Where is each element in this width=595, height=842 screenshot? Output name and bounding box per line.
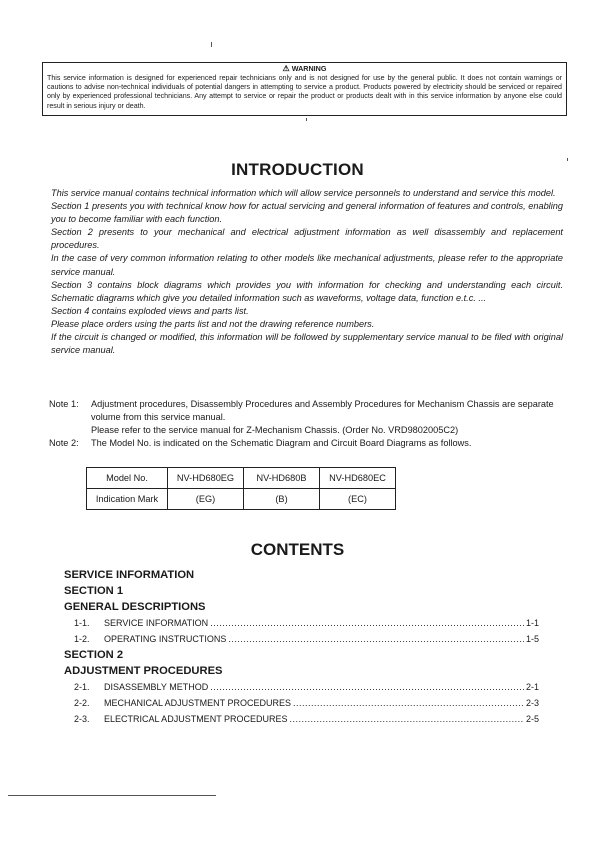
table-cell: (EC) xyxy=(320,489,396,510)
toc-entry-page: 2-1 xyxy=(525,682,539,692)
intro-paragraph: Section 1 presents you with technical know how for actual servicing and general information of features and controls, enabling you to become familiar with each function. xyxy=(51,201,563,225)
warning-box xyxy=(42,62,567,116)
warning-header xyxy=(47,65,562,74)
toc-leader-dots xyxy=(210,615,524,631)
note-1-reference: Please refer to the service manual for Z-Mechanism Chassis. (Order No. VRD9802005C2) xyxy=(91,425,459,436)
toc-entry-number: 2-1. xyxy=(74,682,90,692)
toc-section-2: SECTION 2 xyxy=(64,649,124,661)
warning-title: WARNING xyxy=(291,64,327,73)
toc-entry-number: 2-3. xyxy=(74,714,90,724)
note-2-label: Note 2: xyxy=(49,438,79,449)
intro-paragraph: Please place orders using the parts list and not the drawing reference numbers. xyxy=(51,318,375,329)
toc-entry-title: OPERATING INSTRUCTIONS xyxy=(104,634,227,644)
intro-paragraph: Section 2 presents to your mechanical and electrical adjustment information as well disassembly and replacement procedures. xyxy=(51,227,563,251)
toc-entry[interactable] xyxy=(64,679,539,695)
toc-leader-dots xyxy=(290,711,524,727)
introduction-body xyxy=(51,187,563,357)
toc-section-1: SECTION 1 xyxy=(64,585,124,597)
table-row xyxy=(87,468,396,489)
intro-paragraph: This service manual contains technical information which will allow service personnels to understand and service this model. xyxy=(51,188,556,198)
toc-entry[interactable] xyxy=(64,711,539,727)
note-1 xyxy=(49,398,563,424)
toc-entry-page: 1-5 xyxy=(525,634,539,644)
toc-entry[interactable] xyxy=(64,631,539,647)
warning-text: This service information is designed for experienced repair technicians only and is not designed for use by the general public. It does not contain warnings or cautions to advise non-technical individuals of potential dangers in attempting to service a product. Products powered by electricity should be serviced or repaired only by experienced professional technicians. Any attempt to service or repair the product or products dealt with in this service information by anyone else could result in serious injury or death. xyxy=(47,73,562,110)
intro-paragraph: Section 4 contains exploded views and parts list. xyxy=(51,305,249,316)
table-cell: NV-HD680EC xyxy=(320,468,396,489)
warning-triangle-icon: ⚠ xyxy=(282,64,290,73)
toc-entry-title: MECHANICAL ADJUSTMENT PROCEDURES xyxy=(104,698,292,708)
toc-section-1-title: GENERAL DESCRIPTIONS xyxy=(64,601,206,613)
toc-entry-title: DISASSEMBLY METHOD xyxy=(104,682,209,692)
toc-entry-number: 2-2. xyxy=(74,698,90,708)
table-cell: Indication Mark xyxy=(87,489,168,510)
notes xyxy=(49,398,563,450)
intro-paragraph: In the case of very common information relating to other models like mechanical adjustments, please refer to the appropriate service manual. xyxy=(51,253,563,277)
table-row xyxy=(87,489,396,510)
toc-leader-dots xyxy=(210,679,524,695)
toc-entry[interactable] xyxy=(64,615,539,631)
introduction-title: INTRODUCTION xyxy=(231,160,364,179)
toc-leader-dots xyxy=(293,695,524,711)
toc-entry-number: 1-2. xyxy=(74,634,90,644)
toc-entry[interactable] xyxy=(64,695,539,711)
toc-entry-title: ELECTRICAL ADJUSTMENT PROCEDURES xyxy=(104,714,288,724)
toc-heading-service-information: SERVICE INFORMATION xyxy=(64,569,195,581)
table-cell: NV-HD680B xyxy=(244,468,320,489)
table-cell: (EG) xyxy=(168,489,244,510)
table-cell: (B) xyxy=(244,489,320,510)
note-1-label: Note 1: xyxy=(49,399,79,409)
toc-entry-number: 1-1. xyxy=(74,618,90,628)
scan-speck xyxy=(306,118,307,121)
table-cell: Model No. xyxy=(87,468,168,489)
note-1-text: Adjustment procedures, Disassembly Procedures and Assembly Procedures for Mechanism Chassis are separate volume from this service manual. xyxy=(91,399,554,423)
table-of-contents xyxy=(64,567,539,727)
toc-section-2-title: ADJUSTMENT PROCEDURES xyxy=(64,665,223,677)
toc-entry-title: SERVICE INFORMATION xyxy=(104,618,209,628)
intro-paragraph: If the circuit is changed or modified, this information will be followed by supplementary service manual to be filed with original service manual. xyxy=(51,332,563,356)
note-2 xyxy=(49,437,563,450)
contents-title: CONTENTS xyxy=(250,540,345,559)
bottom-divider xyxy=(8,795,216,796)
note-2-text: The Model No. is indicated on the Schematic Diagram and Circuit Board Diagrams as follows. xyxy=(91,438,472,449)
toc-entry-page: 2-5 xyxy=(525,714,539,724)
model-table xyxy=(86,467,396,510)
table-cell: NV-HD680EG xyxy=(168,468,244,489)
scan-speck xyxy=(211,42,212,47)
intro-paragraph: Section 3 contains block diagrams which provides you with information for checking and understanding each circuit. Schematic diagrams which give you detailed information such as waveforms, voltage data, function e.t.c. ... xyxy=(51,279,563,303)
toc-entry-page: 1-1 xyxy=(525,618,539,628)
toc-entry-page: 2-3 xyxy=(525,698,539,708)
toc-leader-dots xyxy=(228,631,524,647)
